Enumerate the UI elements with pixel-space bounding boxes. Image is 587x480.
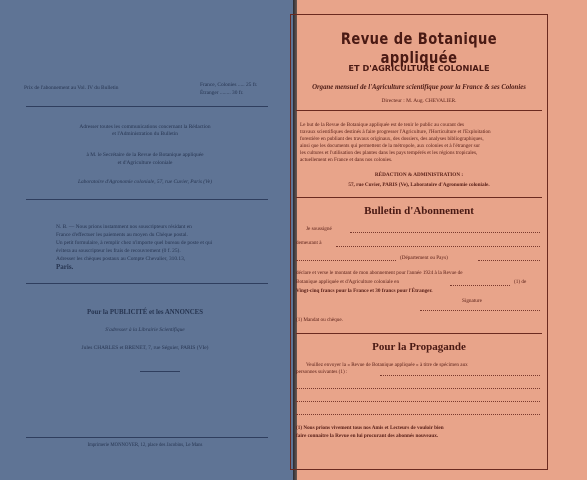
form-footnote: (1) Mandat ou chèque. — [296, 317, 343, 323]
divider — [26, 199, 268, 200]
form-field-city[interactable] — [296, 260, 396, 261]
final-note-1: (1) Nous prions vivement tous nos Amis et Lecteurs de vouloir bien — [296, 425, 444, 431]
intro-line-5: les cultures et l'utilisation des plantes dans les pays tempérés et les régions tropicales, — [300, 150, 478, 156]
intro-line-4: ainsi que les documents qui permettent de la métropole, aux colonies et à l'étranger sur — [300, 143, 480, 149]
price-abroad: Étranger ........ 30 fr. — [200, 90, 244, 96]
form-signature-label: Signature — [462, 298, 482, 304]
final-note-2: faire connaître la Revue en lui procurant des abonnés nouveaux. — [296, 433, 439, 439]
form-field-signature[interactable] — [420, 310, 540, 311]
address-intro-2: et l'Administration du Bulletin — [112, 131, 178, 137]
journal-tagline: Organe mensuel de l'Agriculture scientifique pour la France & ses Colonies — [312, 84, 526, 91]
form-line-de: (1) de — [514, 279, 527, 285]
journal-title: Revue de Botanique appliquée — [340, 29, 498, 67]
form-field-payment[interactable] — [450, 285, 510, 286]
publicity-heading: Pour la PUBLICITÉ et les ANNONCES — [87, 309, 203, 316]
propagande-line-1: Veuillez envoyer la « Revue de Botanique appliquée » à titre de spécimen aux — [306, 362, 468, 368]
intro-line-1: Le but de la Revue de Botanique appliquée est de tenir le public au courant des — [300, 122, 465, 128]
left-page — [0, 0, 293, 480]
propagande-field-1[interactable] — [380, 375, 540, 376]
divider — [26, 437, 268, 438]
intro-line-3: forestière en publiant des travaux originaux, des dossiers, des analyses bibliographiques, — [300, 136, 484, 142]
redaction-address: 57, rue Cuvier, PARIS (Ve), Laboratoire d'Agronomie coloniale. — [348, 182, 490, 188]
propagande-field-3[interactable] — [296, 401, 540, 402]
address-to-1: à M. le Secrétaire de la Revue de Botanique appliquée — [86, 152, 204, 158]
divider — [296, 333, 542, 334]
propagande-field-2[interactable] — [296, 388, 540, 389]
intro-line-2: travaux scientifiques destinés à faire progresser l'Agriculture, l'Horticulture et l'Exploitation — [300, 129, 491, 135]
address-to-2: et d'Agriculture coloniale — [117, 160, 173, 166]
publicity-line-2: Jules CHARLES et BRENET, 7, rue Séguier, PARIS (VIe) — [81, 345, 209, 351]
nb-line-6: Paris. — [56, 263, 74, 271]
price-france: France, Colonies ..... 25 fr. — [200, 82, 258, 88]
propagande-line-2: personnes suivantes (1) : — [296, 369, 348, 375]
short-divider — [140, 371, 180, 372]
form-price-line: Vingt-cinq francs pour la France et 30 francs pour l'Étranger. — [296, 288, 433, 294]
propagande-field-4[interactable] — [296, 414, 540, 415]
nb-line-4: évitera au souscripteur les frais de recouvrement (0 f. 25). — [56, 248, 181, 254]
nb-line-2: France d'effectuer les paiements au moyen du Chèque postal. — [56, 232, 188, 238]
redaction-heading: RÉDACTION & ADMINISTRATION : — [374, 172, 464, 178]
nb-line-1: N. B. — Nous prions instamment nos souscripteurs résidant en — [56, 224, 192, 230]
publicity-line-1: S'adresser à la Librairie Scientifique — [105, 327, 185, 333]
form-field-address[interactable] — [336, 246, 540, 247]
nb-line-3: Un petit formulaire, à remplir chez n'importe quel bureau de poste et qui — [56, 240, 213, 246]
form-label-address: demeurant à — [296, 240, 322, 246]
form-declaration: déclare et verse le montant de mon abonnement pour l'année 1924 à la Revue de — [296, 270, 463, 276]
form-label-department: (Département ou Pays) — [400, 255, 448, 261]
journal-director: Directeur : M. Aug. CHEVALIER. — [381, 98, 457, 104]
form-field-name[interactable] — [350, 232, 540, 233]
nb-line-5: Adresser les chèques postaux au Compte Chevalier, 310.13, — [56, 256, 186, 262]
propagande-heading: Pour la Propagande — [372, 341, 466, 353]
divider — [296, 197, 542, 198]
journal-subtitle: ET D'AGRICULTURE COLONIALE — [348, 63, 490, 73]
form-field-department[interactable] — [478, 260, 540, 261]
divider — [26, 106, 268, 107]
divider — [26, 283, 268, 284]
price-label: Prix de l'abonnement au Vol. IV du Bulletin — [24, 85, 119, 91]
divider — [296, 110, 542, 111]
intro-line-6: actuellement en France et dans nos colonies. — [300, 157, 393, 163]
address-lab: Laboratoire d'Agronomie coloniale, 57, rue Cuvier, Paris (Ve) — [77, 179, 212, 185]
form-label-name: Je soussigné — [306, 226, 332, 232]
printer-line: Imprimerie MONNOYER, 12, place des Jacobins, Le Mans — [87, 443, 203, 448]
form-line-botanique: Botanique appliquée et d'Agriculture coloniale en — [296, 279, 400, 285]
bulletin-heading: Bulletin d'Abonnement — [364, 205, 474, 217]
address-intro-1: Adresser toutes les communications concernant la Rédaction — [79, 124, 211, 130]
